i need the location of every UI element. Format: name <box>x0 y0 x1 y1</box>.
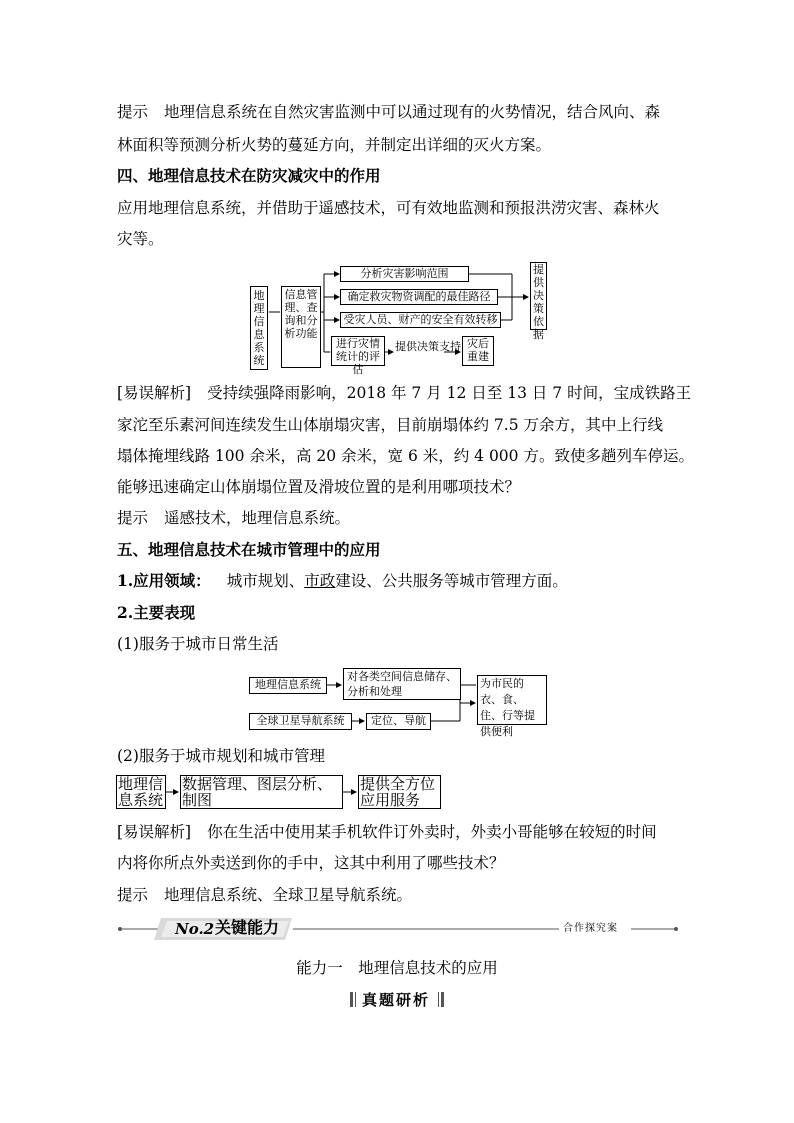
research-title: 真题研析 <box>362 991 431 1009</box>
function-box: 信息管理、查询和分析功能 <box>281 286 321 368</box>
banner-right-label: 合作探究案 <box>563 923 618 934</box>
right-thin-bar-decoration <box>438 992 439 1007</box>
best-path-box: 确定救灾物资调配的最佳路径 <box>340 289 498 305</box>
section-4-text: 应用地理信息系统，并借助于遥感技术，可有效地监测和预报洪涝灾害、森林火 <box>117 199 660 217</box>
rebuild-box: 灾后重建 <box>462 336 494 366</box>
citizen-convenience-box: 为市民的衣、食、住、行等提供便利 <box>477 675 547 725</box>
impact-range-box: 分析灾害影响范围 <box>340 266 469 282</box>
section-5-heading: 五、地理信息技术在城市管理中的应用 <box>117 540 381 559</box>
error-analysis-2: [易误解析] 你在生活中使用某手机软件订外卖时，外卖小哥能够在较短的时间 <box>117 823 657 841</box>
positioning-box: 定位、导航 <box>366 713 431 730</box>
hint-paragraph-1: 提示 地理信息系统在自然灾害监测中可以通过现有的火势情况，结合风向、森 <box>117 103 661 121</box>
left-thin-bar-decoration <box>355 992 356 1007</box>
assessment-box: 进行灾情统计的评估 <box>331 336 385 366</box>
gis-box: 地理信息系统 <box>249 677 327 694</box>
decision-support-label: 提供决策支持 <box>395 340 461 353</box>
data-processing-box: 对各类空间信息储存、分析和处理 <box>343 668 461 700</box>
transfer-box: 受灾人员、财产的安全有效转移 <box>340 312 501 328</box>
left-bar-decoration <box>350 992 353 1007</box>
research-heading <box>350 990 446 1010</box>
application-service-box: 提供全方位应用服务 <box>358 775 441 809</box>
hint-label: 提示 <box>117 886 149 904</box>
right-bar-decoration <box>441 992 444 1007</box>
gis-box: 地理信息系统 <box>250 286 268 370</box>
banner-number: No.2 <box>175 920 215 938</box>
fields-label: 1.应用领域： <box>117 571 211 590</box>
main-manifestations: 2.主要表现 <box>117 603 196 622</box>
error-tag: [易误解析] <box>117 823 192 841</box>
section-banner <box>117 915 679 943</box>
gnss-box: 全球卫星导航系统 <box>249 713 352 730</box>
error-analysis-1-line2: 家沱至乐素河间连续发生山体崩塌灾害，目前崩塌体约 7.5 万余方，其中上行线 <box>117 416 664 434</box>
city-life-diagram <box>248 664 563 736</box>
ability-heading: 能力一 地理信息技术的应用 <box>296 959 498 977</box>
error-tag: [易误解析] <box>117 384 192 402</box>
gis-box: 地理信息系统 <box>116 775 166 809</box>
application-fields: 1.应用领域： 城市规划、市政建设、公共服务等城市管理方面。 <box>117 571 568 590</box>
decision-basis-box: 提供决策依据 <box>530 262 547 330</box>
data-management-box: 数据管理、图层分析、制图 <box>180 775 343 809</box>
sub-heading-1: (1)服务于城市日常生活 <box>117 635 279 653</box>
disaster-flow-diagram <box>248 260 548 376</box>
hint-paragraph-1-cont: 林面积等预测分析火势的蔓延方向，并制定出详细的灭火方案。 <box>117 136 552 154</box>
section-4-text-cont: 灾等。 <box>117 230 164 248</box>
city-planning-diagram <box>116 773 446 809</box>
error-analysis-2-line2: 内将你所点外卖送到你的手中，这其中利用了哪些技术？ <box>117 854 505 872</box>
section-4-heading: 四、地理信息技术在防灾减灾中的作用 <box>117 166 381 185</box>
hint-label: 提示 <box>117 509 149 527</box>
error-analysis-1-line3: 塌体掩埋线路 100 余米，高 20 余米，宽 6 米，约 4 000 方。致使多趟列车停运。 <box>117 447 694 465</box>
banner-title: 关键能力 <box>215 918 280 937</box>
error-analysis-1-hint: 提示 遥感技术，地理信息系统。 <box>117 509 351 527</box>
sub-heading-2: (2)服务于城市规划和城市管理 <box>117 747 325 765</box>
error-analysis-1: [易误解析] 受持续强降雨影响，2018 年 7 月 12 日至 13 日 7 时间，宝成铁路王 <box>117 384 692 402</box>
error-analysis-2-hint: 提示 地理信息系统、全球卫星导航系统。 <box>117 886 413 904</box>
error-analysis-1-line4: 能够迅速确定山体崩塌位置及滑坡位置的是利用哪项技术？ <box>117 478 521 496</box>
hint-label: 提示 <box>117 103 149 121</box>
